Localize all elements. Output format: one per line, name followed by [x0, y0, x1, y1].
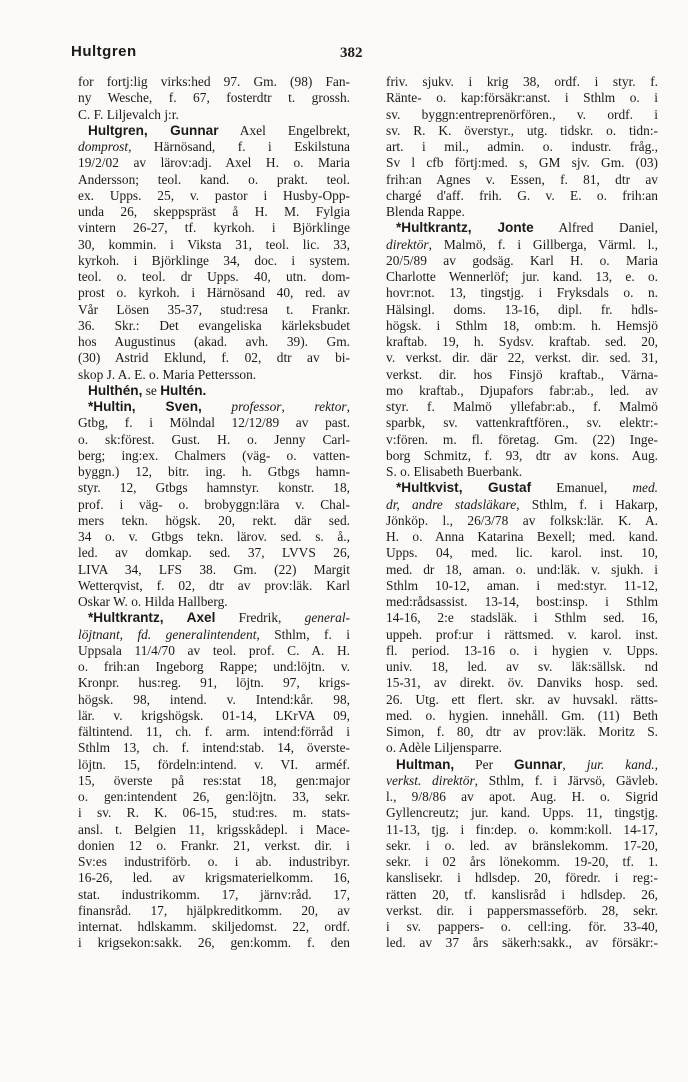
entry-text-line: [386, 822, 658, 838]
entry-text: ny Wesche, f. 67, fosterdtr t. grossh.: [78, 90, 350, 106]
entry-text-line: [386, 464, 658, 480]
entry-text-line: [78, 188, 350, 204]
page-number: 382: [340, 45, 363, 61]
entry-text: i sv. R. K. 06-15, stud:res. m. stats-: [78, 805, 350, 821]
entry-text: 14-16, 2:e stadsläk. i Sthlm sed. 16,: [386, 610, 658, 626]
entry-text: o. Adèle Liljensparre.: [386, 740, 503, 756]
entry-headword: *Hultkvist, Gustaf: [396, 480, 532, 496]
entry-text: Blenda Rappe.: [386, 204, 465, 219]
entry-text: o. sk:förest. Gust. H. o. Jenny Carl-: [78, 431, 350, 447]
entry-text-line: [386, 188, 658, 204]
entry-text: sekr. i 02 års lönekomm. 19-20, tf. 1.: [386, 854, 658, 869]
entry-text: , Malmö, f. i Gillberga, Värml. l.,: [428, 236, 658, 252]
entry-text: med. dr 18, aman. o. und:läk. v. sjukh. i: [386, 561, 658, 577]
entry-text: mers tekn. högsk. 20, rekt. där sed.: [78, 512, 350, 528]
entry-text: skop J. A. E. o. Maria Pettersson.: [78, 366, 257, 382]
entry-text: uppeh. prof:ur i rättsmed. v. karol. inst.: [386, 626, 658, 642]
entry-text-line: [78, 253, 350, 269]
entry-text-line: [386, 919, 658, 935]
entry-text-line: [386, 854, 658, 870]
entry-text-line: [78, 724, 350, 740]
entry-text: v. verkst. dir. där 22, verkst. dir. sed. 31,: [386, 350, 658, 366]
entry-text: se: [142, 382, 161, 398]
entry-text: finansråd. 17, hjälpkreditkomm. 20, av: [78, 902, 350, 918]
entry-text: 30, kommin. i Viksta 31, teol. lic. 33,: [78, 236, 350, 252]
entry-text-line: [386, 659, 658, 675]
entry-text-line: [386, 432, 658, 448]
entry-text: i sv. pappers- o. cell:ing. för. 33-40,: [386, 919, 658, 934]
entry-text-line: [78, 302, 350, 318]
entry-text-line: [386, 269, 658, 285]
entry-text: hovr:not. 13, tingstjg. i Fryksdals o. n.: [386, 285, 658, 301]
entry-text-line: [78, 805, 350, 821]
entry-text: prost o. kyrkoh. i Härnösand 40, red. av: [78, 285, 350, 301]
running-head: [0, 0, 688, 72]
entry-text: Sv l cfb förtj:med. s, GM sjv. Gm. (03): [386, 155, 658, 171]
entry-text: med. o. hygien. innehåll. Gm. (11) Beth: [386, 707, 658, 723]
entry-text: o. frih:an Ingeborg Rappe; und:löjtn. v.: [78, 659, 350, 674]
entry-text: kanslisekr. i hdlsdep. 20, föredr. i reg:-: [386, 870, 658, 886]
entry-text: chargé d'aff. frih. G. v. E. o. frih:an: [386, 187, 658, 203]
entry-text: Andersson; teol. kand. o. prakt. teol.: [78, 171, 350, 187]
entry-text: berg; ing:ex. Chalmers (väg- o. vatten-: [78, 447, 350, 463]
entry-text-line: [386, 497, 658, 513]
entry-text-line: [386, 155, 658, 171]
entry-text-line: [386, 90, 658, 106]
entry-text-line: [78, 237, 350, 253]
entry-text: stat. industrikomm. 17, järnv:råd. 17,: [78, 886, 350, 902]
entry-text-line: [78, 415, 350, 431]
entry-text-line: [78, 935, 350, 951]
entry-text-line: [386, 675, 658, 691]
entry-text: mo kraftab., Djupafors fabr:ab., led. av: [386, 382, 658, 398]
entry-text-line: [78, 172, 350, 188]
entry-headword-line: [78, 383, 350, 399]
entry-text-line: [386, 903, 658, 919]
entry-text-line: [386, 789, 658, 805]
entry-headword: *Hultin, Sven,: [88, 399, 202, 414]
entry-headword: *Hultkrantz, Jonte: [396, 220, 534, 236]
entry-text: sparbk, sv. vattenkraftfören., sv. elektr:-: [386, 415, 658, 431]
entry-text-line: [78, 870, 350, 886]
entry-text: ,: [346, 399, 350, 414]
entry-text-line: [78, 675, 350, 691]
entry-text: kyrkoh. i Björklinge 34, doc. i system.: [78, 252, 350, 268]
entry-text: med:rådsassist. 13-14, bost:insp. i Sthlm: [386, 594, 658, 609]
entry-text-line: [78, 854, 350, 870]
entry-text-line: [78, 220, 350, 236]
entry-text-line: [386, 334, 658, 350]
entry-text: LIVA 34, LFS 38. Gm. (22) Margit: [78, 561, 350, 577]
entry-text-line: [78, 464, 350, 480]
entry-text: borg Schmitz, f. 93, dtr av kons. Aug.: [386, 447, 658, 463]
entry-text-line: [78, 285, 350, 301]
entry-text-line: [78, 334, 350, 350]
entry-text: 11-13, tjg. i fin:dep. o. komm:koll. 14-17,: [386, 821, 658, 837]
entry-text: Gyllencreutz; jur. kand. Upps. 11, tingstjg.: [386, 805, 658, 821]
entry-text-line: [78, 903, 350, 919]
entry-text: l., 9/8/86 av apot. Aug. H. o. Sigrid: [386, 789, 658, 804]
entry-text-line: [78, 139, 350, 155]
entry-headword: Gunnar: [514, 756, 563, 772]
entry-italic-title: verkst. direktör: [386, 772, 475, 788]
entry-text: friv. sjukv. i krig 38, ordf. i styr. f.: [386, 74, 658, 89]
entry-italic-title: med.: [632, 480, 659, 496]
entry-text-line: [386, 139, 658, 155]
entry-text: led. av domkap. sed. 37, LVVS 26,: [78, 545, 350, 561]
entry-italic-title: general-: [304, 610, 351, 626]
entry-text-line: [78, 757, 350, 773]
entry-text-line: [386, 610, 658, 626]
entry-text-line: [386, 692, 658, 708]
entry-text: ,: [281, 399, 315, 414]
entry-text-line: [78, 643, 350, 659]
entry-text-line: [78, 155, 350, 171]
entry-text: Ränte- o. kap:försäkr:anst. i Sthlm o. i: [386, 90, 658, 106]
entry-text: Oskar W. o. Hilda Hallberg.: [78, 594, 228, 609]
entry-text: Hälsingl. doms. 13-16, dipl. fr. hdls-: [386, 301, 658, 317]
entry-text-line: [78, 529, 350, 545]
entry-text-line: [386, 708, 658, 724]
entry-text: Upps. 04, med. lic. karol. inst. 10,: [386, 545, 658, 561]
left-column: [78, 74, 350, 952]
entry-text: (30) Astrid Eklund, f. 02, dtr av bi-: [78, 350, 350, 366]
entry-text-line: [386, 578, 658, 594]
entry-text: Fredrik,: [215, 610, 305, 626]
entry-headword-line: [78, 123, 350, 139]
entry-text: verkst. dir. hos Finsjö kraftab., Värna-: [386, 366, 658, 382]
entry-text: vintern 26-27, tf. kyrkoh. i Björklinge: [78, 220, 350, 236]
entry-italic-title: rektor: [314, 399, 347, 414]
entry-headword-line: [78, 610, 350, 626]
entry-headword-line: [386, 220, 658, 236]
entry-text: for fortj:lig virks:hed 97. Gm. (98) Fan-: [78, 74, 350, 89]
running-head-name: Hultgren: [71, 43, 137, 60]
entry-text: univ. 18, led. av sv. läk:sällsk. nd: [386, 659, 658, 674]
entry-text: löjtn. 15, fördeln:intend. v. VI. arméf.: [78, 756, 350, 772]
entry-text-line: [386, 773, 658, 789]
entry-text: Axel Engelbrekt,: [218, 122, 350, 138]
entry-headword: Hultgren, Gunnar: [88, 122, 219, 138]
entry-text-line: [78, 480, 350, 496]
entry-text: Alfred Daniel,: [533, 220, 659, 236]
entry-text: Kronpr. hus:reg. 91, löjtn. 97, krigs-: [78, 675, 350, 691]
entry-text: styr. f. Malmö yllefabr:ab., f. Malmö: [386, 399, 658, 414]
entry-text-line: [78, 773, 350, 789]
entry-text: ansl. t. Belgien 11, krigsskådepl. i Mace-: [78, 821, 350, 837]
entry-text-line: [78, 545, 350, 561]
entry-text-line: [386, 838, 658, 854]
entry-text-line: [386, 107, 658, 123]
entry-text-line: [78, 822, 350, 838]
entry-headword: *Hultkrantz, Axel: [88, 610, 216, 626]
entry-text-line: [78, 204, 350, 220]
entry-text-line: [386, 448, 658, 464]
entry-text: fl. period. 13-16 o. i hygien v. Upps.: [386, 642, 658, 658]
entry-text-line: [386, 627, 658, 643]
entry-italic-title: löjtnant, fd. generalintendent: [78, 626, 257, 642]
entry-text-line: [386, 172, 658, 188]
entry-text: , Härnösand, f. i Eskilstuna: [128, 139, 350, 154]
entry-text: Per: [454, 756, 515, 772]
entry-text: 36. Skr.: Det evangeliska kärleksbudet: [78, 317, 350, 333]
entry-text-line: [78, 367, 350, 383]
entry-italic-title: professor: [231, 399, 282, 414]
entry-text: donien 12 o. Frankr. 21, verkst. dir. i: [78, 837, 350, 853]
entry-italic-title: domprost: [78, 139, 129, 154]
entry-text: unda 26, skeppspräst å H. M. Fylgia: [78, 204, 350, 219]
entry-text: [202, 399, 232, 414]
entry-text: högsk. 98, intend. v. Intend:kår. 98,: [78, 691, 350, 707]
entry-text: 26. Utg. ett flert. skr. av huvsakl. rätts-: [386, 691, 658, 707]
entry-text-line: [386, 562, 658, 578]
entry-text: frih:an Agnes v. Essen, f. 81, dtr av: [386, 171, 658, 187]
entry-text-line: [78, 887, 350, 903]
entry-text: i krigsekon:sakk. 26, gen:komm. f. den: [78, 935, 350, 951]
entry-text-line: [78, 578, 350, 594]
entry-text: 19/2/02 av lärov:adj. Axel H. o. Maria: [78, 155, 350, 171]
entry-text: 34 o. v. Gtbgs tekn. lärov. sed. s. å.,: [78, 529, 350, 544]
entry-text: , Sthlm, f. i: [256, 626, 351, 642]
entry-text: kraftab. 19, h. Sydsv. kraftab. sed. 20,: [386, 334, 658, 349]
entry-text-line: [78, 789, 350, 805]
entry-text-line: [386, 285, 658, 301]
entry-text-line: [386, 350, 658, 366]
entry-text: Vår Lösen 35-37, stud:resa t. Frankr.: [78, 301, 350, 317]
entry-text-line: [78, 627, 350, 643]
entry-text-line: [78, 497, 350, 513]
entry-italic-title: dr, andre stadsläkare: [386, 496, 517, 512]
entry-text: Simon, f. 80, dtr av prov:läk. Moritz S.: [386, 724, 658, 739]
entry-text-line: [78, 318, 350, 334]
entry-text: Jönköp. l., 26/3/78 av folksk:lär. K. A.: [386, 512, 658, 528]
entry-text: 15-31, av direkt. öv. Danviks hosp. sed.: [386, 675, 658, 691]
entry-text: sekr. i o. led. av bränslekomm. 17-20,: [386, 837, 658, 853]
right-column: [386, 74, 658, 952]
entry-text: högsk. i Sthlm 18, omb:m. h. Hemsjö: [386, 317, 658, 333]
entry-text: teol. o. teol. dr Upps. 40, utn. dom-: [78, 269, 350, 284]
entry-text-line: [386, 887, 658, 903]
entry-text: byggn.) 12, bitr. ing. h. Gtbgs hamn-: [78, 464, 350, 479]
entry-text-line: [78, 919, 350, 935]
entry-text: 16-26, led. av krigsmaterielkomm. 16,: [78, 870, 350, 886]
entry-text-line: [78, 659, 350, 675]
entry-text-line: [386, 740, 658, 756]
entry-headword: Hultman,: [396, 756, 455, 772]
entry-text: , Sthlm, f. i Järvsö, Gävleb.: [474, 772, 658, 788]
entry-text-line: [78, 740, 350, 756]
entry-text: , Sthlm, f. i Hakarp,: [516, 496, 659, 512]
entry-text: H. o. Anna Katarina Bexell; med. kand.: [386, 529, 658, 544]
entry-headword: Hulthén,: [88, 382, 143, 398]
entry-text: C. F. Liljevalch j:r.: [78, 106, 179, 122]
entry-text-line: [386, 302, 658, 318]
entry-text-line: [78, 692, 350, 708]
entry-text: art. i mil., admin. o. industr. fråg.,: [386, 139, 658, 154]
entry-text: v:fören. m. fl. företag. Gm. (22) Inge-: [386, 431, 658, 447]
entry-text: Gtbg, f. i Mölndal 12/12/89 av past.: [78, 415, 350, 431]
entry-text-line: [78, 448, 350, 464]
entry-text-line: [386, 415, 658, 431]
entry-text: rätten 20, tf. kanslisråd i hdlsdep. 26,: [386, 886, 658, 902]
entry-headword-line: [386, 757, 658, 773]
entry-text: hos Augustinus (akad. avh. 39). Gm.: [78, 334, 350, 349]
entry-text-line: [386, 529, 658, 545]
entry-text-line: [386, 724, 658, 740]
entry-text-line: [78, 432, 350, 448]
entry-text-line: [78, 90, 350, 106]
entry-text: led. av 37 års säkerh:sakk., av försäkr:-: [386, 935, 658, 951]
entry-text: sv. R. K. överstyr., utg. tidskr. o. tidn:-: [386, 122, 658, 138]
entry-text-line: [78, 562, 350, 578]
entry-text-line: [386, 643, 658, 659]
entry-text-line: [386, 74, 658, 90]
entry-text-line: [386, 367, 658, 383]
entry-text: ex. Upps. 25, v. pastor i Husby-Opp-: [78, 187, 350, 203]
entry-text-line: [78, 594, 350, 610]
entry-text: sv. byggn:entreprenörfören., v. ordf. i: [386, 106, 658, 122]
entry-text: 20/5/89 av godsäg. Karl H. o. Maria: [386, 252, 658, 268]
entry-text-line: [386, 399, 658, 415]
entry-text: Uppsala 11/4/70 av teol. prof. C. A. H.: [78, 642, 350, 658]
entry-text-line: [78, 350, 350, 366]
entry-text-line: [78, 74, 350, 90]
entry-text: Emanuel,: [531, 480, 633, 496]
entry-text-line: [386, 318, 658, 334]
entry-italic-title: direktör: [386, 236, 429, 252]
entry-text: fältintend. 11, ch. f. arm. intend:förråd i: [78, 724, 350, 739]
entry-text: prof. i väg- o. brobyggn:lära v. Chal-: [78, 496, 350, 512]
entry-text: Sthlm 13, ch. f. intend:stab. 14, överste-: [78, 740, 350, 756]
entry-text-line: [78, 838, 350, 854]
entry-text-line: [386, 594, 658, 610]
entry-text: styr. 12, Gtbgs hamnstyr. konstr. 18,: [78, 480, 350, 496]
entry-text: Charlotte Wennerlöf; jur. kand. 13, e. o.: [386, 269, 658, 284]
entry-text-line: [386, 513, 658, 529]
entry-italic-title: jur. kand.,: [586, 756, 658, 772]
entry-text-line: [78, 269, 350, 285]
entry-text: verkst. dir. i pappersmasseförb. 28, sekr.: [386, 902, 658, 918]
entry-text-line: [386, 545, 658, 561]
entry-text-line: [78, 107, 350, 123]
entry-text-line: [386, 237, 658, 253]
entry-text: o. gen:intendent 26, gen:löjtn. 33, sekr.: [78, 789, 350, 804]
entry-text: ,: [562, 756, 587, 772]
entry-text-line: [386, 253, 658, 269]
entry-text-line: [386, 935, 658, 951]
entry-text-line: [386, 204, 658, 220]
entry-text-line: [78, 513, 350, 529]
entry-text: Sthlm 10-12, aman. i med:styr. 11-12,: [386, 577, 658, 593]
entry-cross-reference: Hultén.: [160, 382, 207, 398]
entry-headword-line: [78, 399, 350, 415]
entry-text-line: [386, 870, 658, 886]
entry-text: S. o. Elisabeth Buerbank.: [386, 464, 523, 479]
entry-text: internat. hdlskamm. skiljedomst. 22, ordf.: [78, 919, 350, 934]
entry-text: Wetterqvist, f. 02, dtr av prov:läk. Karl: [78, 577, 350, 593]
entry-text-line: [386, 123, 658, 139]
entry-headword-line: [386, 480, 658, 496]
entry-text-line: [386, 383, 658, 399]
entry-text-line: [386, 805, 658, 821]
entry-text: 15, överste på res:stat 18, gen:major: [78, 772, 350, 788]
entry-text-line: [78, 708, 350, 724]
entry-text: lär. v. krigshögsk. 01-14, LKrVA 09,: [78, 707, 350, 723]
entry-text: Sv:es industriförb. o. i ab. industribyr.: [78, 854, 350, 869]
